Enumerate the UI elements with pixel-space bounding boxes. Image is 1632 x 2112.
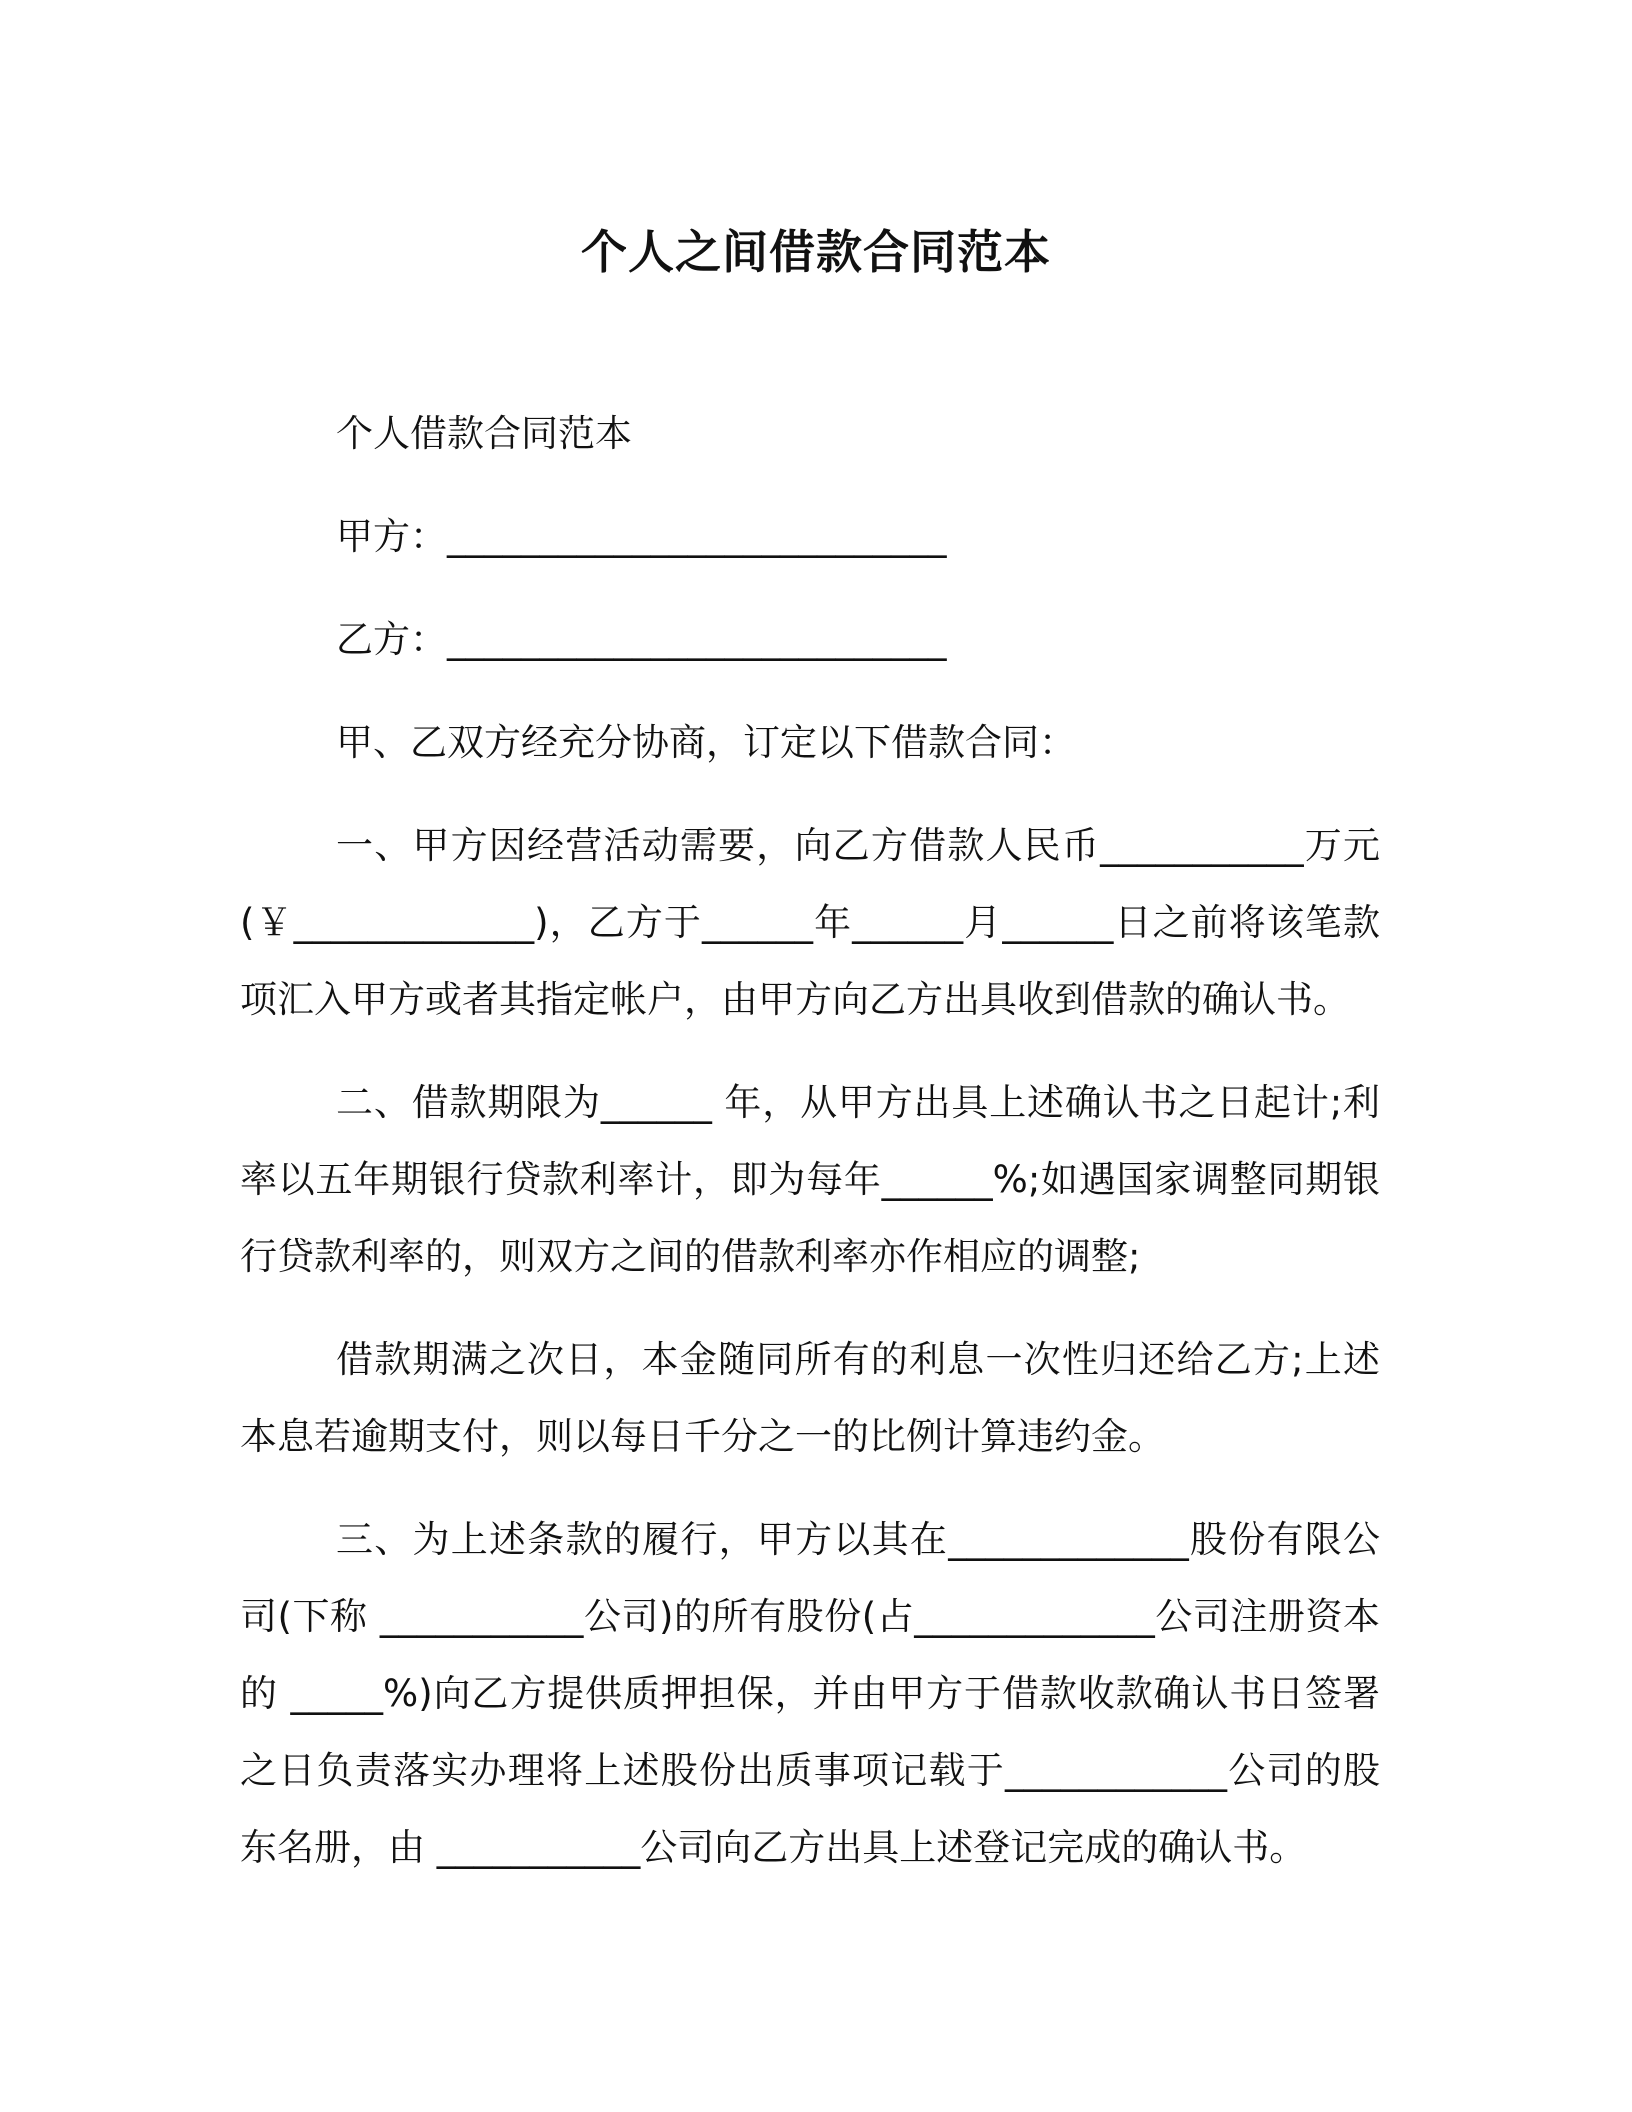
agreement-intro: 甲、乙双方经充分协商，订定以下借款合同： <box>336 721 1076 764</box>
document-body <box>240 395 1380 1912</box>
clause-3: 三、为上述条款的履行，甲方以其在_____________股份有限公司(下称 ___________公司)的所有股份(占_____________公司注册资本的 _____%)向乙方提供质押担保，并由甲方于借款收款确认书日签署之日负责落实办理将上述股份出质事项记载于____________公司的股东名册，由 ___________公司向乙方出具上述登记完成的确认书。 <box>240 1518 1380 1869</box>
party-a-line: 甲方：___________________________ <box>336 515 947 558</box>
document-title: 个人之间借款合同范本 <box>581 225 1051 279</box>
clause-1: 一、甲方因经营活动需要，向乙方借款人民币___________万元(￥_____________)，乙方于______年______月______日之前将该笔款项汇入甲方或者其指定帐户，由甲方向乙方出具收到借款的确认书。 <box>240 824 1380 1021</box>
clause-2-continuation: 借款期满之次日，本金随同所有的利息一次性归还给乙方;上述本息若逾期支付，则以每日千分之一的比例计算违约金。 <box>240 1338 1380 1458</box>
party-b-line: 乙方：___________________________ <box>336 618 947 661</box>
clause-2: 二、借款期限为______ 年，从甲方出具上述确认书之日起计;利率以五年期银行贷款利率计，即为每年______%;如遇国家调整同期银行贷款利率的，则双方之间的借款利率亦作相应的调整; <box>240 1081 1380 1278</box>
document-subtitle: 个人借款合同范本 <box>336 412 632 455</box>
